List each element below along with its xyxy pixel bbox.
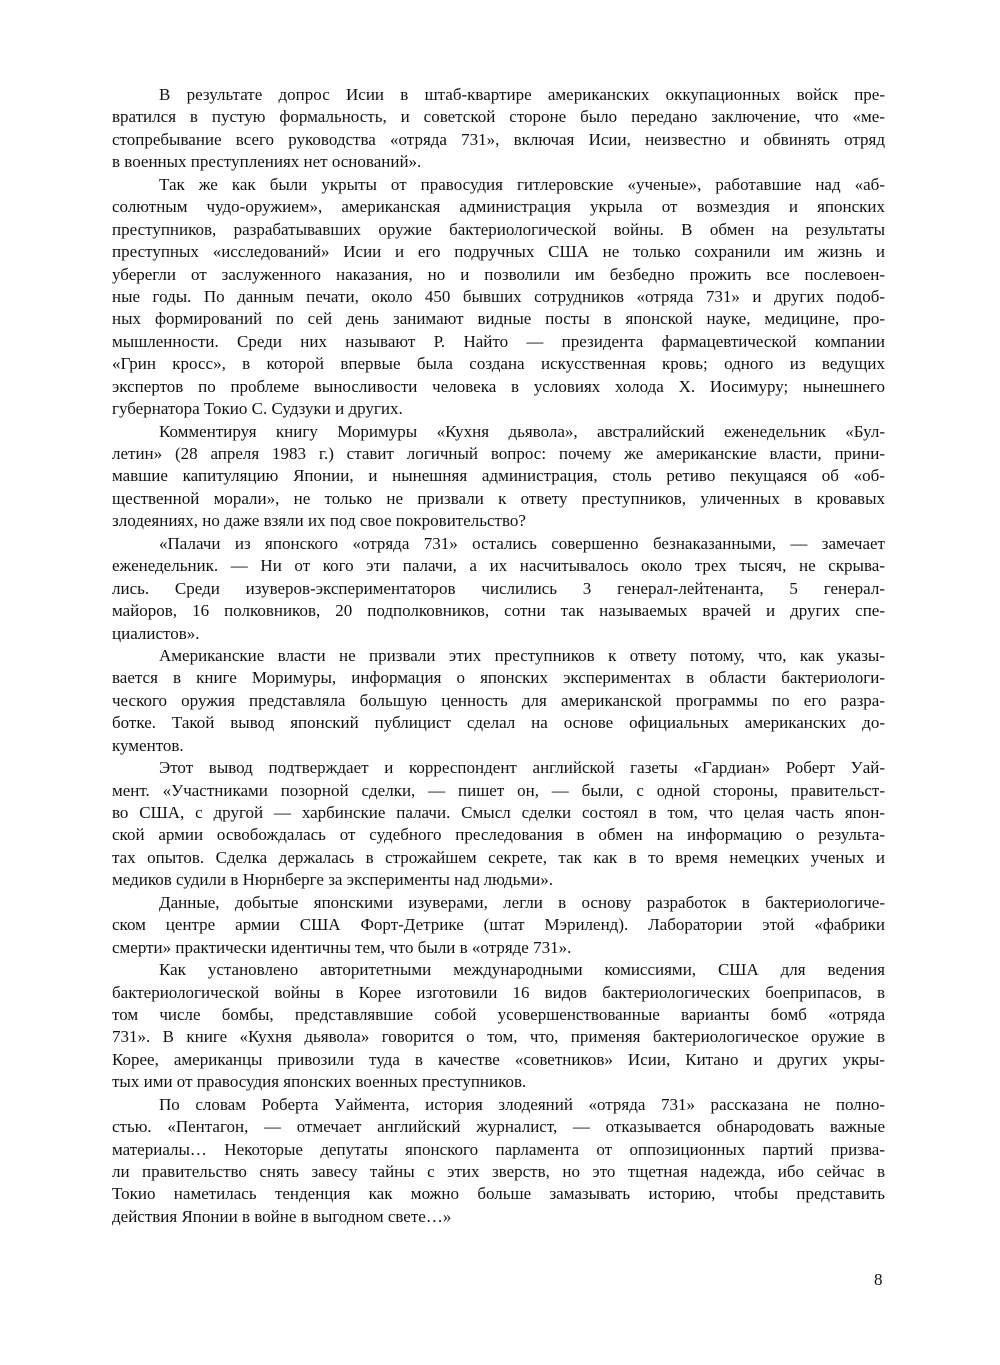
text-line: мент. «Участниками позорной сделки, — пишет он, — были, с одной стороны, правительст- [112,780,885,800]
paragraph [112,757,885,892]
text-line: стопребывание всего руководства «отряда 731», включая Исии, неизвестно и обвинять отряд [112,129,885,149]
text-line: «Палачи из японского «отряда 731» остались совершенно безнаказанными, — замечает [159,533,885,553]
text-line: вратился в пустую формальность, и советской стороне было передано заключение, что «ме- [112,107,885,127]
text-line: тах опытов. Сделка держалась в строжайшем секрете, так как в то время немецких ученых и [112,847,885,867]
text-line: материалы… Некоторые депутаты японского парламента от оппозиционных партий призва- [112,1139,885,1159]
text-line: ботке. Такой вывод японский публицист сделал на основе официальных американских до- [112,713,885,733]
text-line: мышленности. Среди них называют Р. Найто — президента фармацевтической компании [112,331,885,351]
paragraph [112,892,885,959]
text-line: преступных «исследований» Исии и его подручных США не только сохранили им жизнь и [112,242,885,262]
text-line: кументов. [112,735,184,755]
text-line: ческого оружия представляла большую ценность для американской программы по его разра- [112,690,885,710]
page-number: 8 [874,1270,883,1289]
text-line: Как установлено авторитетными международными комиссиями, США для ведения [159,960,885,980]
text-line: лись. Среди изуверов-экспериментаторов числились 3 генерал-лейтенанта, 5 генерал- [112,578,885,598]
text-line: 731». В книге «Кухня дьявола» говорится о том, что, применяя бактериологическое оружие в [112,1027,885,1047]
paragraph [112,533,885,645]
paragraph [112,84,885,174]
text-line: преступников, разрабатывавших оружие бактериологической войны. В обмен на результаты [112,219,885,239]
text-line: майоров, 16 полковников, 20 подполковников, сотни так называемых врачей и других спе- [112,601,885,621]
paragraph [112,959,885,1094]
text-line: мавшие капитуляцию Японии, и нынешняя администрация, столь ретиво пекущаяся об «об- [112,466,885,486]
text-line: летин» (28 апреля 1983 г.) ставит логичный вопрос: почему же американские власти, прини- [112,444,885,463]
text-line: Так же как были укрыты от правосудия гитлеровские «ученые», работавшие над «аб- [159,174,885,194]
text-line: ли правительство снять завесу тайны с этих зверств, но это тщетная надежда, ибо сейчас в [112,1162,885,1181]
text-line: Комментируя книгу Моримуры «Кухня дьявола», австралийский еженедельник «Бул- [159,421,885,441]
text-line: Данные, добытые японскими изуверами, легли в основу разработок в бактериологиче- [159,892,885,912]
text-line: стью. «Пентагон, — отмечает английский журналист, — отказывается обнародовать важные [112,1117,885,1137]
document-body [112,84,885,1228]
text-line: Корее, американцы привозили туда в качестве «советников» Исии, Китано и других укры- [112,1049,885,1069]
text-line: циалистов». [112,623,200,643]
text-line: еженедельник. — Ни от кого эти палачи, а их насчитывалось около трех тысяч, не скрыва- [112,556,885,576]
text-line: действия Японии в войне в выгодном свете…» [112,1206,452,1226]
text-line: вается в книге Моримуры, информация о японских экспериментах в области бактериологи- [112,668,885,688]
text-line: ные годы. По данным печати, около 450 бывших сотрудников «отряда 731» и других подоб- [112,286,885,306]
text-line: злодеяниях, но даже взяли их под свое покровительство? [112,511,526,531]
text-line: По словам Роберта Уаймента, история злодеяний «отряда 731» рассказана не полно- [159,1094,885,1114]
text-line: тых ими от правосудия японских военных преступников. [112,1072,527,1092]
paragraph [112,421,885,533]
text-line: Американские власти не призвали этих преступников к ответу потому, что, как указы- [159,645,885,665]
paragraph [112,1094,885,1229]
text-line: во США, с другой — харбинские палачи. Смысл сделки состоял в том, что целая часть япон- [112,803,885,822]
text-line: ской армии освобождалась от судебного преследования в обмен на информацию о результа- [112,825,885,845]
text-line: «Грин кросс», в которой впервые была создана искусственная кровь; одного из ведущих [112,354,885,374]
text-line: губернатора Токио С. Судзуки и других. [112,399,403,419]
text-line: щественной морали», не только не призвали к ответу преступников, уличенных в кровавых [112,488,885,508]
text-line: ных формирований по сей день занимают видные посты в японской науке, медицине, про- [112,309,885,329]
text-line: том числе бомбы, представлявшие собой усовершенствованные варианты бомб «отряда [112,1004,885,1024]
text-line: бактериологической войны в Корее изготовили 16 видов бактериологических боеприпасов, в [112,982,885,1002]
text-line: Токио наметилась тенденция как можно больше замазывать историю, чтобы представить [112,1184,885,1204]
text-line: Этот вывод подтверждает и корреспондент английской газеты «Гардиан» Роберт Уай- [159,758,885,778]
paragraph [112,174,885,421]
text-line: медиков судили в Нюрнберге за эксперименты над людьми». [112,870,553,890]
text-line: смерти» практически идентичны тем, что были в «отряде 731». [112,937,572,957]
text-line: ском центре армии США Форт-Детрике (штат Мэриленд). Лаборатории этой «фабрики [112,915,885,935]
text-line: в военных преступлениях нет оснований». [112,152,422,172]
text-line: уберегли от заслуженного наказания, но и позволили им безбедно прожить все послевоен- [112,264,885,284]
text-line: солютным чудо-оружием», американская администрация укрыла от возмездия и японских [112,197,885,217]
text-line: экспертов по проблеме выносливости человека в условиях холода Х. Иосимуру; нынешнего [112,376,885,396]
text-line: В результате допрос Исии в штаб-квартире американских оккупационных войск пре- [159,85,885,104]
paragraph [112,645,885,757]
